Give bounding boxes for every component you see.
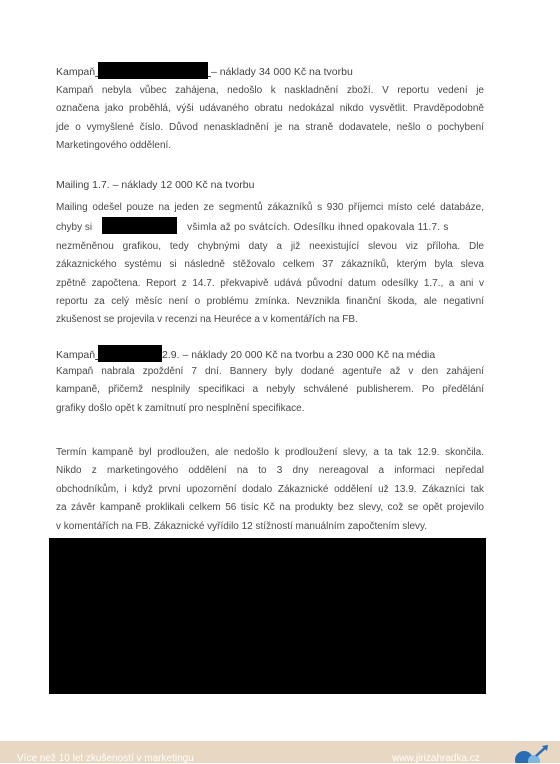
paragraph-campaign-extension xyxy=(56,444,484,536)
redacted-block xyxy=(49,538,486,694)
text-line: reportu za celý měsíc není o problému zmínka. Nevznikla finanční škoda, ale negativní xyxy=(56,296,484,308)
text-line: zákaznického systému si následně stěžovalo celkem 37 zákazníků, kterým byla sleva xyxy=(56,259,484,271)
paragraph-campaign-1 xyxy=(56,82,484,156)
text-line: označena jako proběhlá, výši udávaného obratu nedokázal nikdo vysvětlit. Pravděpodobně xyxy=(56,103,484,115)
text-line: grafiky došlo opět k zamítnutí pro nesplnění specifikace. xyxy=(56,402,305,414)
paragraph-campaign-2 xyxy=(56,363,484,418)
text-line: zkušenost se projevila v recenzi na Heuréce a v komentářích na FB. xyxy=(56,314,358,326)
footer-bar xyxy=(0,741,560,763)
text-line: jde o vymyšlené číslo. Důvod nenaskladnění je na straně dodavatele, nešlo o pochybení xyxy=(56,121,484,133)
brand-logo-icon xyxy=(512,744,552,763)
text-line: Kampaň nebyla vůbec zahájena, nedošlo k naskladnění zboží. V reportu vedení je xyxy=(56,85,484,96)
heading-suffix: 2.9. – náklady 20 000 Kč na tvorbu a 230 000 Kč na média xyxy=(162,349,436,361)
text-line: kampaně, přičemž nesplnily specifikaci a nebyly schválené publisherem. Po předělání xyxy=(56,384,484,396)
footer-tagline: Více než 10 let zkušeností v marketingu xyxy=(17,753,194,764)
text-line-with-redaction xyxy=(56,217,484,237)
text-line: zpětně započtena. Report z 14.7. překvapivě udává původní datum odesílky 1.7., a ani v xyxy=(56,277,484,289)
text-line: v komentářích na FB. Zákaznické vyřídilo 12 stížností manuálním započtením slevy. xyxy=(56,520,428,532)
redaction-bar xyxy=(102,217,177,234)
line-prefix: chyby si xyxy=(56,222,93,234)
section-heading-mailing xyxy=(56,179,254,191)
text-line: nezměněnou grafikou, tedy chybnými daty a již neexistující slevou viz příloha. Dle xyxy=(56,240,484,252)
text-line: obchodníkům, i když první upozornění dodalo Zákaznické oddělení už 13.9. Zákazníci tak xyxy=(56,483,484,495)
heading-text: Mailing 1.7. – náklady 12 000 Kč na tvorbu xyxy=(56,179,255,191)
text-line: Marketingového oddělení. xyxy=(56,140,172,152)
text-line: Kampaň nabrala zpoždění 7 dní. Bannery byly dodané agentuře až v den zahájení xyxy=(56,366,484,377)
text-line: Termín kampaně byl prodloužen, ale nedošlo k prodloužení slevy, a ta tak 12.9. skončila. xyxy=(56,447,484,458)
redaction-bar xyxy=(98,62,208,79)
text-line: za závěr kampaně proklikali celkem 56 tisíc Kč na produkty bez slevy, což se opět projevilo xyxy=(56,502,484,514)
section-heading-campaign-2 xyxy=(56,345,435,362)
paragraph-mailing xyxy=(56,199,484,330)
line-suffix: všimla až po svátcích. Odesílku ihned opakovala 11.7. s xyxy=(187,222,449,234)
footer-website-link[interactable]: www.jirizahradka.cz xyxy=(392,753,480,764)
text-line: Nikdo z marketingového oddělení na to 3 dny nereagoval a informaci nepředal xyxy=(56,465,484,477)
section-heading-campaign-1 xyxy=(56,62,353,79)
text-line: Mailing odešel pouze na jeden ze segmentů zákazníků s 930 příjemci místo celé databáze, xyxy=(56,202,484,213)
heading-prefix: Kampaň xyxy=(56,349,96,361)
heading-suffix: – náklady 34 000 Kč na tvorbu xyxy=(210,66,353,78)
redaction-bar xyxy=(98,345,162,362)
heading-prefix: Kampaň xyxy=(56,66,96,78)
